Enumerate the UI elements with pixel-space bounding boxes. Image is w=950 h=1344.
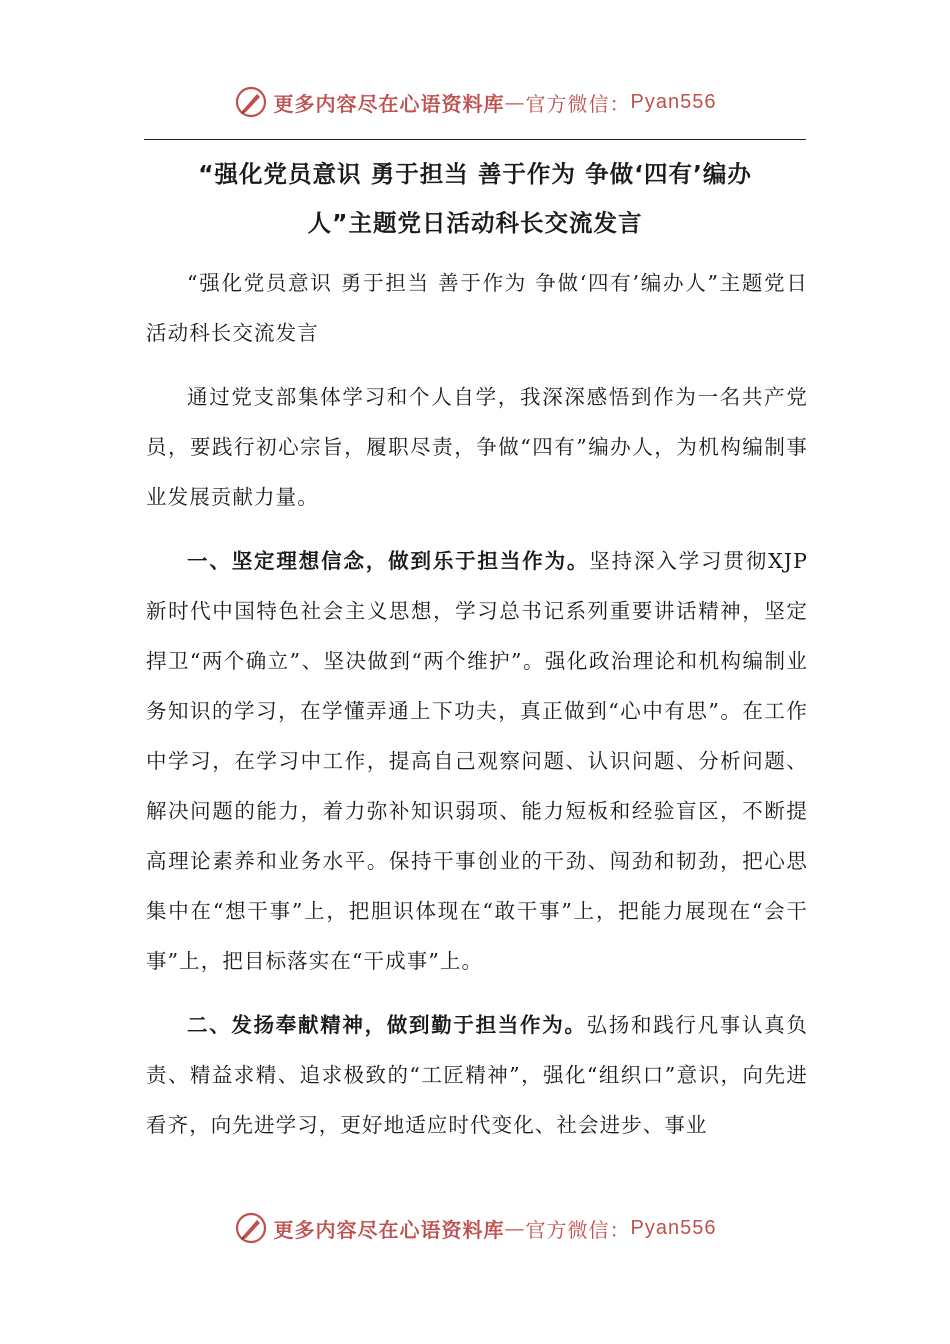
header-watermark-banner — [0, 82, 950, 122]
banner-main-text: 更多内容尽在心语资料库 — [273, 91, 505, 116]
paragraph-section-1: 一、坚定理想信念，做到乐于担当作为。坚持深入学习贯彻XJP新时代中国特色社会主义思想，学习总书记系列重要讲话精神，坚定捍卫“两个确立”、坚决做到“两个维护”。强化政治理论和机构编制业务知识的学习，在学懂弄通上下功夫，真正做到“心中有思”。在工作中学习，在学习中工作，提高自己观察问题、认识问题、分析问题、解决问题的能力，着力弥补知识弱项、能力短板和经验盲区，不断提高理论素养和业务水平。保持干事创业的干劲、闯劲和韧劲，把心思集中在“想干事”上，把胆识体现在“敢干事”上，把能力展现在“会干事”上，把目标落实在“干成事”上。 — [146, 549, 808, 973]
banner-wechat-id: Pyan556 — [630, 1216, 717, 1239]
document-body — [146, 258, 808, 1164]
banner-wechat-id: Pyan556 — [630, 90, 717, 113]
pen-logo-icon — [234, 85, 268, 119]
banner-dash: — — [504, 1216, 526, 1240]
banner-dash: — — [504, 90, 526, 114]
paragraph-section-2: 二、发扬奉献精神，做到勤于担当作为。弘扬和践行凡事认真负责、精益求精、追求极致的“工匠精神”，强化“组织口”意识，向先进看齐，向先进学习，更好地适应时代变化、社会进步、事业 — [146, 1013, 808, 1137]
title-line-2: 人”主题党日活动科长交流发言 — [307, 209, 643, 237]
pen-logo-icon — [234, 1211, 268, 1245]
paragraph-subtitle: “强化党员意识 勇于担当 善于作为 争做‘四有’编办人”主题党日活动科长交流发言 — [146, 271, 808, 345]
section-2-heading: 二、发扬奉献精神，做到勤于担当作为。 — [187, 1013, 587, 1037]
paragraph-intro: 通过党支部集体学习和个人自学，我深深感悟到作为一名共产党员，要践行初心宗旨，履职尽责，争做“四有”编办人，为机构编制事业发展贡献力量。 — [146, 385, 808, 509]
banner-main-text: 更多内容尽在心语资料库 — [273, 1217, 505, 1242]
section-1-heading: 一、坚定理想信念，做到乐于担当作为。 — [187, 549, 590, 573]
title-line-1: “强化党员意识 勇于担当 善于作为 争做‘四有’编办 — [198, 160, 752, 188]
banner-sub-text: 官方微信： — [525, 91, 631, 116]
header-rule — [144, 139, 806, 140]
banner-sub-text: 官方微信： — [525, 1217, 631, 1242]
document-title — [144, 150, 806, 248]
footer-watermark-banner — [0, 1208, 950, 1248]
